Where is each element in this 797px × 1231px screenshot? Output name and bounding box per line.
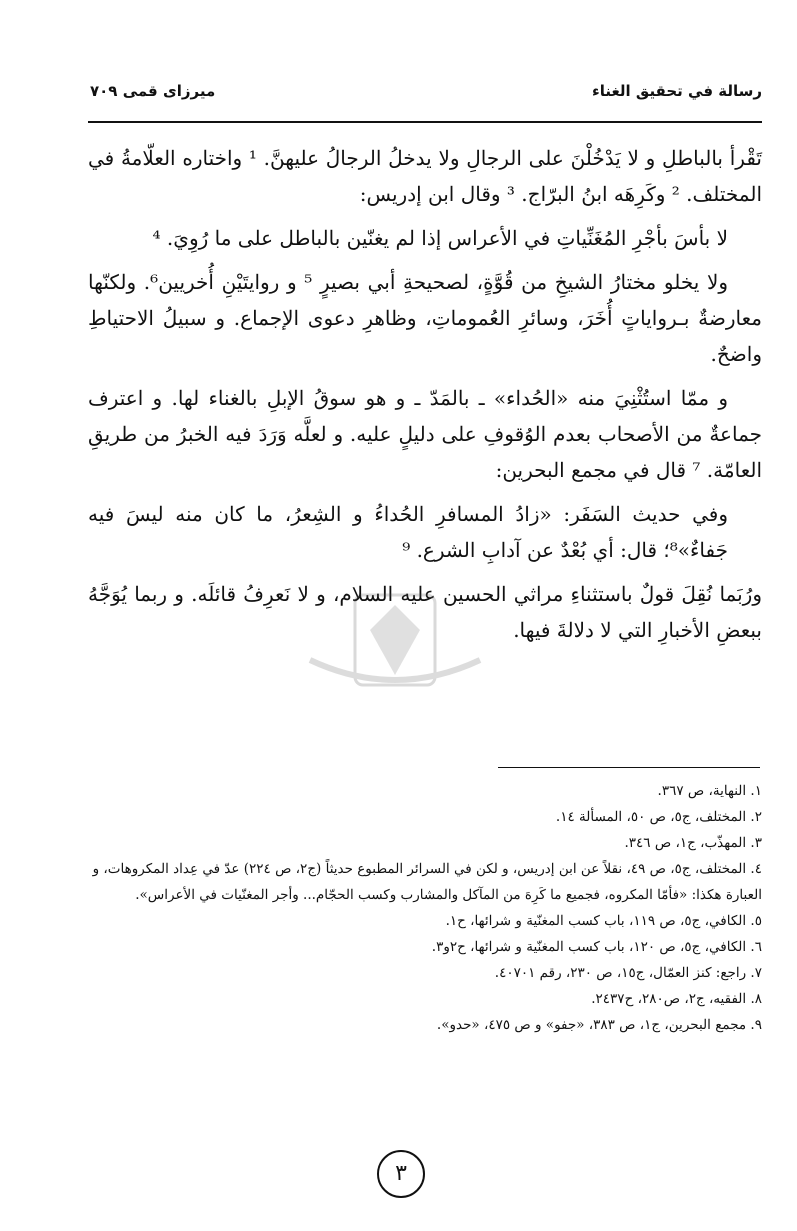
footnote-7: ٧. راجع: كنز العمّال، ج١٥، ص ٢٣٠، رقم ٤٠٧٠١. [494,965,762,981]
footnote-4: ٤. المختلف، ج٥، ص ٤٩، نقلاً عن ابن إدريس، و لكن في السرائر المطبوع حديثاً (ج٢، ص ٢٢٤) عدّ في عِداد المكروهات، و العبارة هكذا: «فأمّا المكروه، فجميع ما كَرِهَ من المآكل والمشارب وكسب الحجّام... وأجر المغنّيات في الأعراس». [92,861,762,903]
main-text [88,140,762,656]
library-stamp-watermark [300,590,490,700]
footnote-3: ٣. المهذّب، ج١، ص ٣٤٦. [624,835,762,851]
page-header [90,82,762,108]
quote-ibn-idris: لا بأسَ بأجْرِ المُغَنِّياتِ في الأعراس إذا لم يغنّين بالباطل على ما رُوِيَ. ⁴ [152,226,728,250]
running-title: رسالة في تحقيق الغناء [592,82,762,100]
footnote-5: ٥. الكافي، ج٥، ص ١١٩، باب كسب المغنّية و شرائها، ح١. [445,913,762,929]
paragraph-4: ورُبَما نُقِلَ قولٌ باستثناءِ مراثي الحسين عليه السلام، و لا نَعرِفُ قائلَه. و ربما يُوَجَّهُ ببعضِ الأخبارِ التي لا دلالةَ فيها. [88,582,762,642]
footnote-1: ١. النهاية، ص ٣٦٧. [657,783,762,799]
footnote-6: ٦. الكافي، ج٥، ص ١٢٠، باب كسب المغنّية و شرائها، ح٢و٣. [431,939,762,955]
quote-majma: وفي حديث السَفَر: «زادُ المسافرِ الحُداءُ و الشِعرُ، ما كان منه ليسَ فيه جَفاءٌ»⁸؛ قال: أي بُعْدٌ عن آدابِ الشرع. ⁹ [88,502,728,562]
paragraph-1: تَقْرأ بالباطلِ و لا يَدْخُلْنَ على الرجالِ ولا يدخلُ الرجالُ عليهنَّ. ¹ واختاره العلّامةُ في المختلف. ² وكَرِهَه ابنُ البرّاج. ³ وقال ابن إدريس: [88,146,762,206]
paragraph-3: و ممّا استُثْنِيَ منه «الحُداء» ـ بالمَدّ ـ و هو سوقُ الإبلِ بالغناء لها. و اعترف جماعةٌ من الأصحاب بعدم الوُقوفِ على دليلٍ عليه. و لعلَّه وَرَدَ فيه الخبرُ من طريقِ العامّة. ⁷ قال في مجمع البحرين: [88,386,762,482]
footnotes [88,778,762,1038]
footnote-rule [498,767,760,768]
footnote-2: ٢. المختلف، ج٥، ص ٥٠، المسألة ١٤. [555,809,762,825]
footnote-8: ٨. الفقيه، ج٢، ص٢٨٠، ح٢٤٣٧. [591,991,762,1007]
page-number: ٣ [377,1150,425,1198]
paragraph-2: ولا يخلو مختارُ الشيخِ من قُوَّةٍ، لصحيحةِ أبي بصيرٍ ⁵ و روايتَيْنِ أُخريين⁶. ولكنّها معارضةٌ بـرواياتٍ أُخَرَ، وسائرِ العُموماتِ، وظاهرِ دعوى الإجماع. و سبيلُ الاحتياطِ واضحٌ. [88,270,762,366]
running-author-page: ميرزای قمی ۷۰۹ [90,82,216,100]
header-rule [88,121,762,123]
footnote-9: ٩. مجمع البحرين، ج١، ص ٣٨٣، «جفو» و ص ٤٧٥، «حدو». [436,1017,762,1033]
